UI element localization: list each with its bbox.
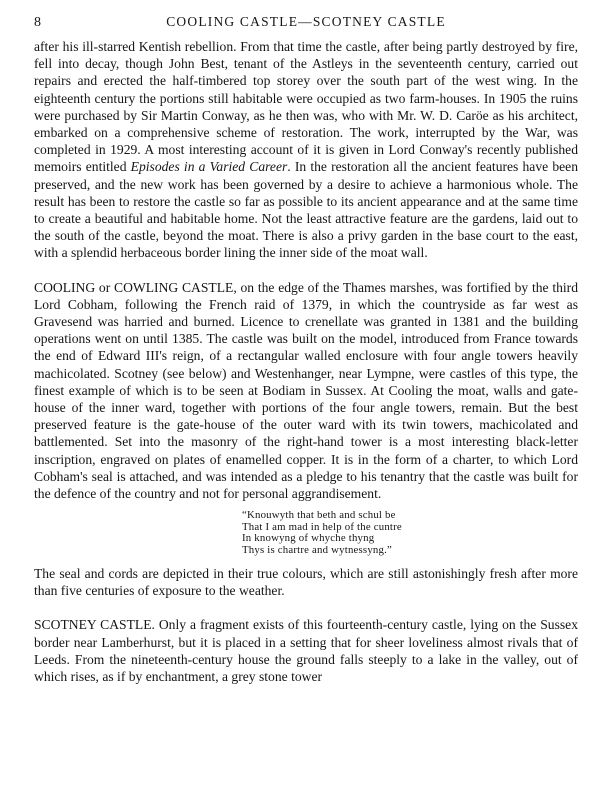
paragraph-text: , on the edge of the Thames marshes, was fortified by the third Lord Cobham, following the French raid of 1379, in which the countryside as far west as Gravesend was harried and burned. Licence to crenellate was granted in 1381 and the building operations went on until 1385. The castle was built on the model, introduced from France towards the end of Edward III's reign, of a rectangular walled enclosure with four angle towers heavily machicolated. Scotney (see below) and Westenhanger, near Lympne, were castles of this type, the finest example of which is to be seen at Bodiam in Sussex. At Cooling the moat, walls and gate-house of the inner ward, together with portions of the four angle towers, remain. But the best preserved feature is the gate-house of the outer ward with its twin towers, machicolated and battlemented. Set into the masonry of the right-hand tower is a most interesting black-letter inscription, engraved on plates of enamelled copper. It is in the form of a charter, to which Lord Cobham's seal is attached, and was intended as a pledge to his tenantry that the castle was built for the defence of the country and not for personal aggrandisement. [34,279,578,502]
paragraph-cooling-castle [34,279,578,503]
paragraph-text: after his ill-starred Kentish rebellion. From that time the castle, after being partly destroyed by fire, fell into decay, though John Best, tenant of the Astleys in the seventeenth century, carried out repairs and erected the half-timbered top storey over the south part of the west wing. In the eighteenth century the portions still habitable were occupied as two farm-houses. In 1905 the ruins were purchased by Sir Martin Conway, as he then was, who with Mr. W. D. Caröe as his architect, embarked on a comprehensive scheme of restoration. The work, interrupted by the War, was completed in 1929. A most interesting account of it is given in Lord Conway's recently published memoirs entitled [34,39,578,175]
paragraph-leeds-continued [34,38,578,262]
paragraph-scotney-castle [34,616,578,685]
inscription-line: “Knouwyth that beth and schul be [242,509,396,522]
paragraph-text: . Only a fragment exists of this fourteenth-century castle, lying on the Sussex border near Lamberhurst, but it is placed in a setting that for sheer loveliness almost rivals that of Leeds. From the nineteenth-century house the ground falls steeply to a lake in the valley, out of which rises, as if by enchantment, a grey stone tower [34,617,578,684]
inscription-quote [242,510,578,556]
section-heading-cooling: COOLING or COWLING CASTLE [34,279,234,295]
paragraph-seal: The seal and cords are depicted in their true colours, which are still astonishingly fresh after more than five centuries of exposure to the weather. [34,565,578,599]
running-head [34,14,578,38]
inscription-line: That I am mad in help of the cuntre [242,520,402,533]
running-title: COOLING CASTLE—SCOTNEY CASTLE [166,14,446,29]
section-heading-scotney: SCOTNEY CASTLE [34,617,152,633]
paragraph-gap [34,262,578,279]
paragraph-gap [34,599,578,616]
page-number: 8 [34,15,43,30]
inscription-line: Thys is chartre and wytnessyng.” [242,543,393,556]
book-title: Episodes in a Varied Career [130,159,288,175]
paragraph-text: . In the restoration all the ancient features have been preserved, and the new work has been governed by a desire to achieve a harmonious whole. The result has been to restore the castle so far as possible to its ancient appearance and at the same time to create a beautiful and habitable home. Not the least attractive feature are the gardens, laid out to the south of the castle, beyond the moat. There is also a privy garden in the base court to the east, with a splendid herbaceous border lining the inner side of the moat wall. [34,159,578,261]
inscription-line: In knowyng of whyche thyng [242,532,375,545]
